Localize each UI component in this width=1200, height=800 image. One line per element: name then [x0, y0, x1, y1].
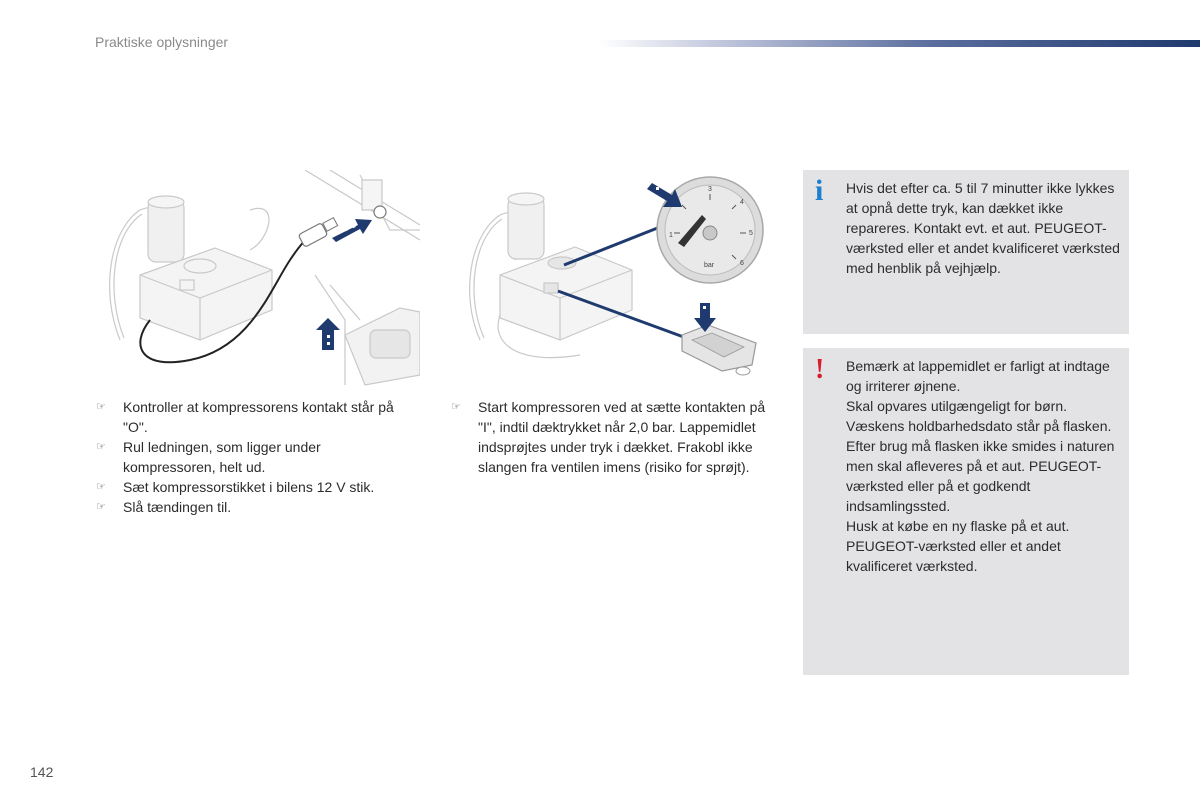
info-box — [803, 170, 1129, 334]
page-header-title: Praktiske oplysninger — [95, 34, 229, 50]
pointing-hand-icon: ☞ — [96, 501, 106, 513]
step-text: Start kompressoren ved at sætte kontakten på "I", indtil dæktrykket når 2,0 bar. Lappemidlet indsprøjtes under tryk i dækket. Frakobl ikke slangen fra ventilen imens (risiko for sprøjt). — [478, 399, 766, 475]
warning-icon: ! — [815, 354, 825, 385]
warning-paragraph: Skal opvares utilgængeligt for børn. — [846, 398, 1067, 414]
warning-paragraph: Væskens holdbarhedsdato står på flasken. — [846, 418, 1112, 434]
warning-paragraph: Husk at købe en ny flaske på et aut. PEUGEOT-værksted eller et andet kvalificeret værksted. — [846, 518, 1070, 574]
step-text: Slå tændingen til. — [123, 499, 232, 515]
warning-paragraph: Efter brug må flasken ikke smides i naturen men skal afleveres på et aut. PEUGEOT-værksted eller på et godkendt indsamlingssted. — [846, 438, 1115, 514]
pointing-hand-icon: ☞ — [96, 401, 106, 413]
pressure-gauge — [657, 177, 763, 283]
gauge-tick-1: 1 — [669, 232, 673, 239]
compressor-gauge-illustration — [460, 175, 780, 390]
info-paragraph: Hvis det efter ca. 5 til 7 minutter ikke lykkes at opnå dette tryk, kan dækket ikke repareres. Kontakt evt. et aut. PEUGEOT-værksted eller et andet kvalificeret værksted med henblik på vejhjælp. — [846, 180, 1120, 276]
warning-box-text — [846, 356, 1122, 576]
gauge-tick-3: 3 — [708, 186, 712, 193]
list-item — [96, 397, 416, 437]
gauge-unit-label: bar — [704, 262, 715, 269]
step-text: Kontroller at kompressorens kontakt står på "O". — [123, 399, 394, 435]
step-text: Sæt kompressorstikket i bilens 12 V stik. — [123, 479, 375, 495]
info-icon: i — [815, 174, 824, 207]
page-number: 142 — [30, 764, 54, 780]
list-item — [451, 397, 781, 477]
gauge-tick-4: 4 — [740, 199, 744, 206]
warning-paragraph: Bemærk at lappemidlet er farligt at indtage og irriterer øjnene. — [846, 358, 1110, 394]
info-box-text — [846, 178, 1122, 278]
warning-box — [803, 348, 1129, 675]
pointing-hand-icon: ☞ — [451, 401, 461, 413]
list-item — [96, 437, 416, 477]
left-steps-list — [96, 397, 416, 517]
right-steps-list — [451, 397, 781, 477]
gauge-tick-6: 6 — [740, 260, 744, 267]
list-item — [96, 477, 416, 497]
compressor-connection-illustration — [100, 170, 420, 390]
pointing-hand-icon: ☞ — [96, 441, 106, 453]
list-item — [96, 497, 416, 517]
gauge-tick-5: 5 — [749, 230, 753, 237]
header-gradient-bar — [600, 40, 1200, 47]
switch-closeup — [682, 325, 756, 375]
pointing-hand-icon: ☞ — [96, 481, 106, 493]
step-text: Rul ledningen, som ligger under kompressoren, helt ud. — [123, 439, 321, 475]
